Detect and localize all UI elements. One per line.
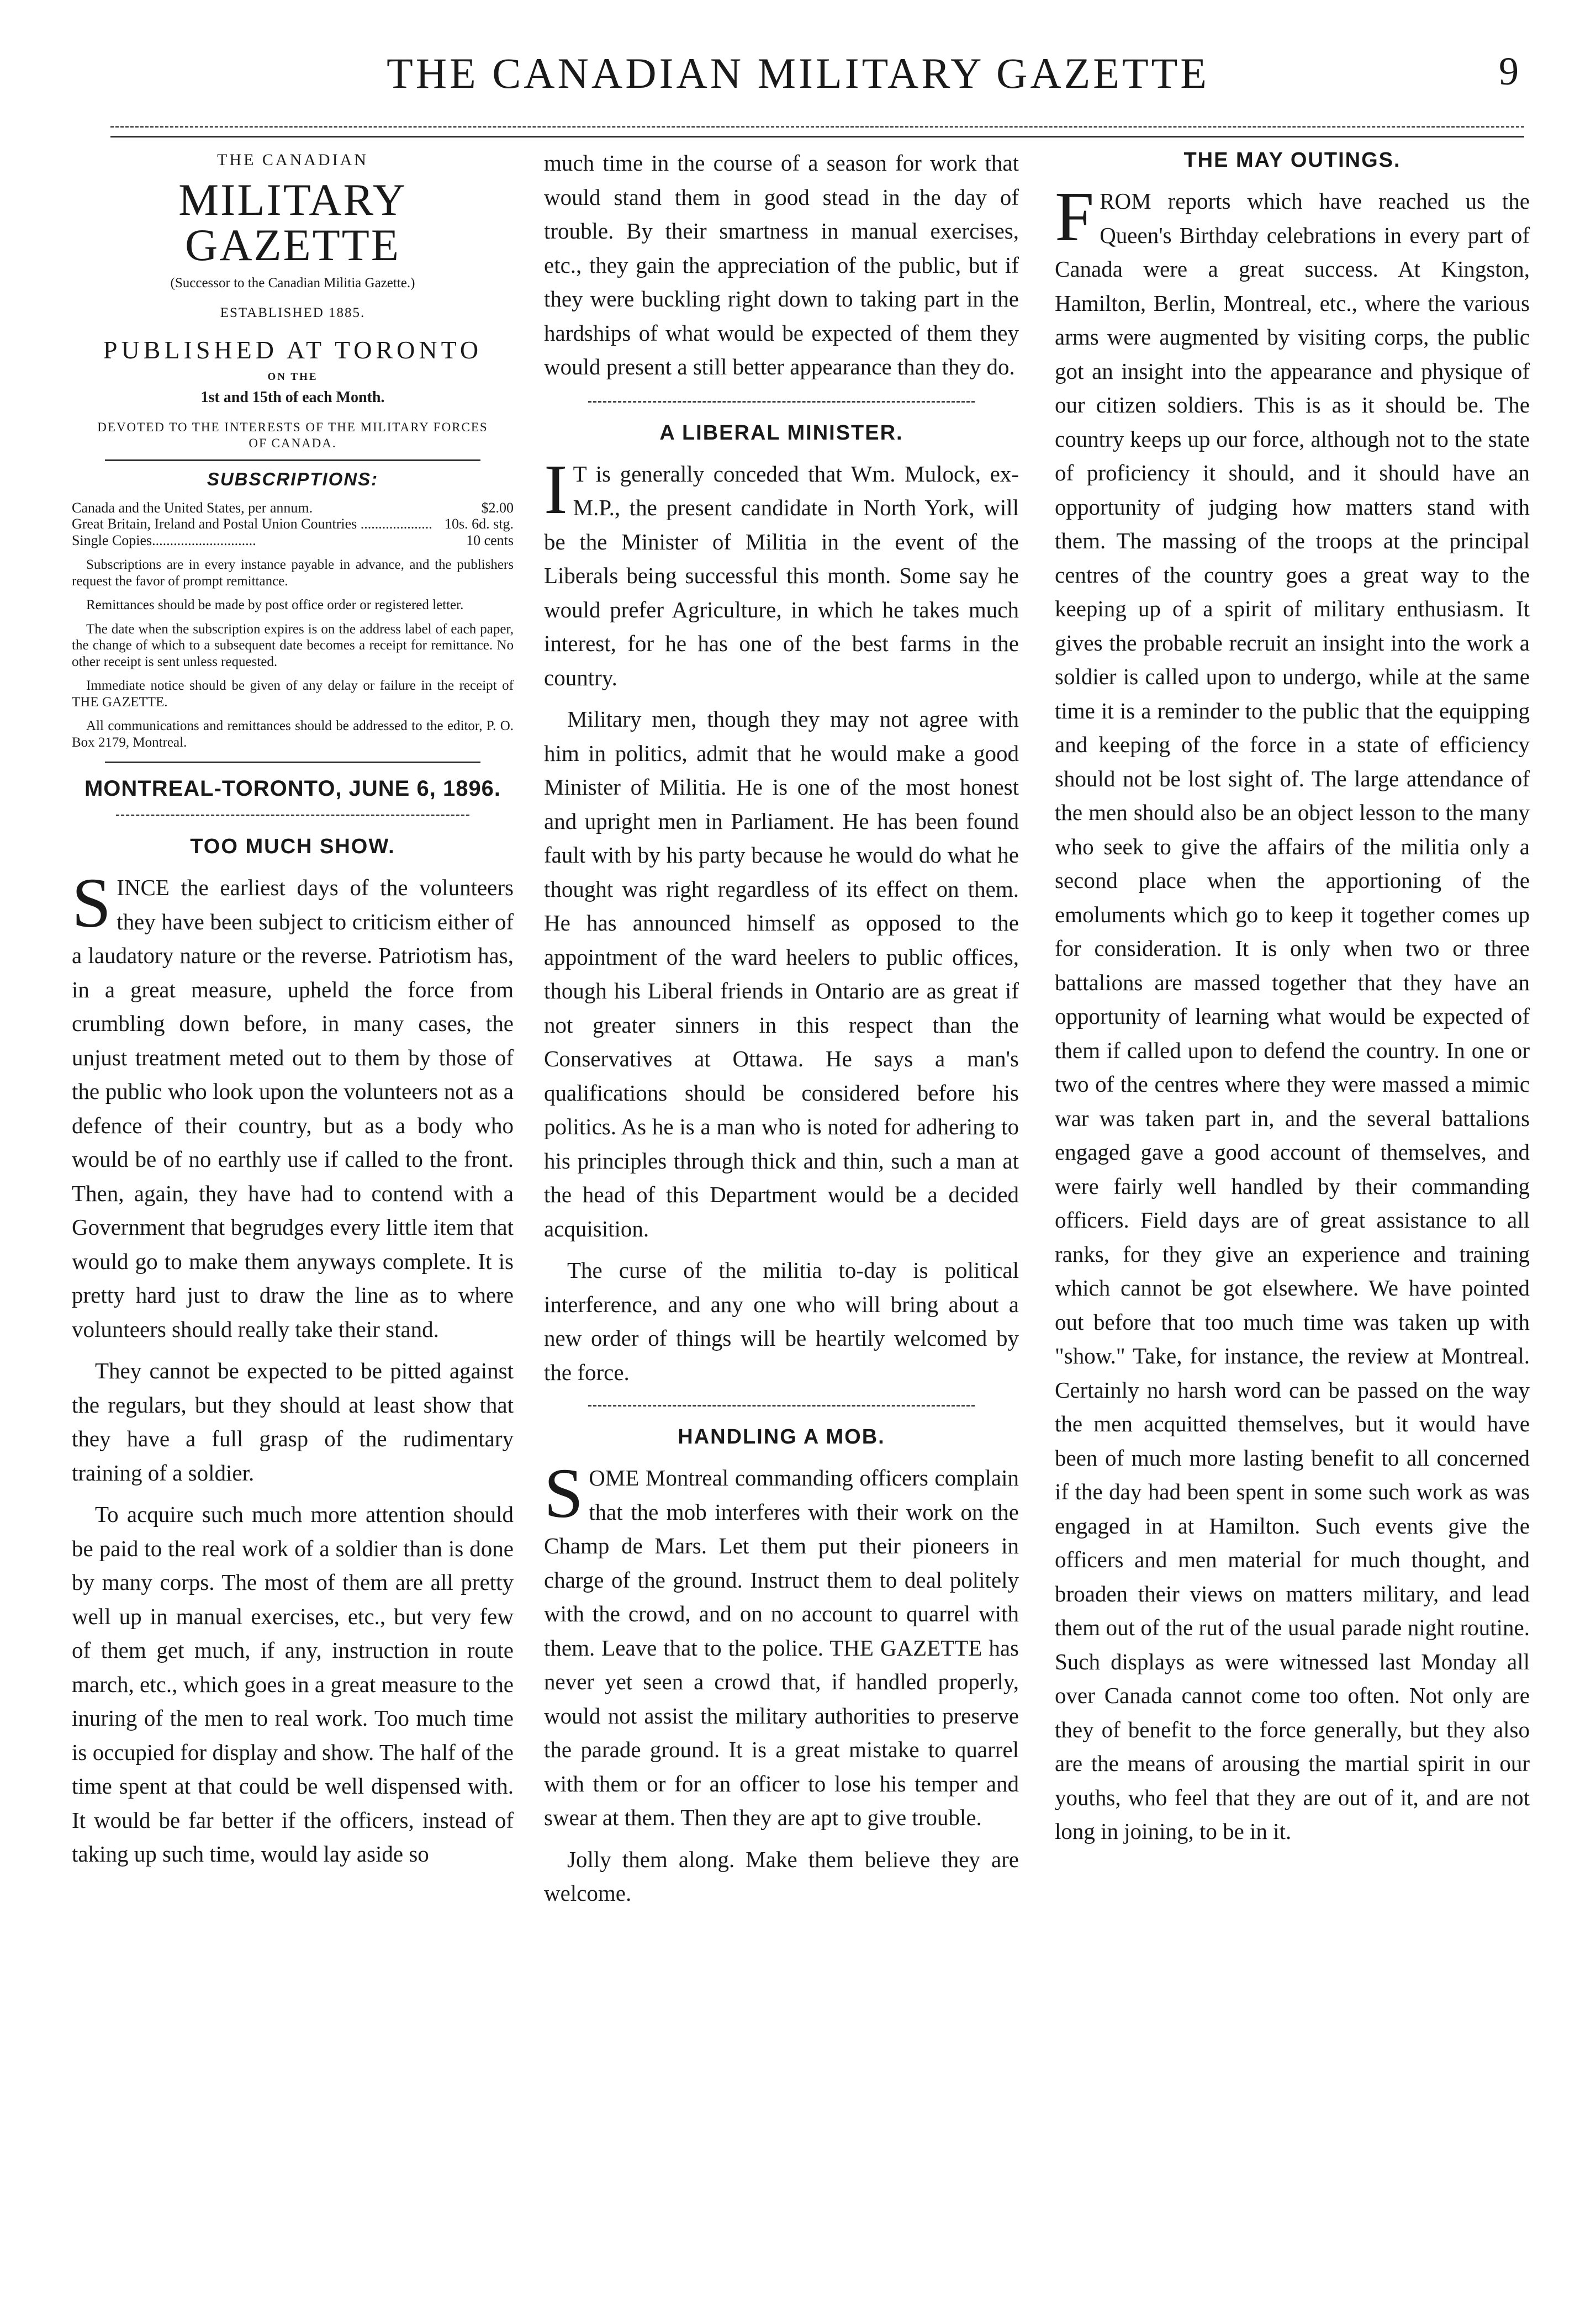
divider-dashed — [588, 1405, 975, 1407]
article-liberal-minister — [544, 421, 1019, 1390]
rate-row — [72, 532, 514, 549]
article-paragraph: Military men, though they may not agree with him in politics, admit that he would make a good Minister of Militia. He is one of the most honest and upright men in Parliament. He has been found fault with by his party because he would do what he thought was right regardless of its effect on them. He has announced himself as opposed to the appointment of the ward heelers to public offices, though his Liberal friends in Ontario are as great if not greater sinners in this respect than the Conservatives at Ottawa. He says a man's qualifications should be considered before his politics. As he is a man who is noted for adhering to his principles through thick and thin, such a man at the head of this Department would be a decided acquisition. — [544, 706, 1019, 1241]
subscription-note: All communications and remittances should be addressed to the editor, P. O. Box 2179, Montreal. — [72, 718, 514, 750]
article-paragraph — [544, 1454, 1019, 1835]
running-head — [0, 49, 1596, 109]
subscription-note: The date when the subscription expires is on the address label of each paper, the change of which to a subsequent date becomes a receipt for remittance. No other receipt is sent unless requested. — [72, 621, 514, 669]
paragraph-text: INCE the earliest days of the volunteers they have been subject to criticism either of a laudatory nature or the reverse. Patriotism has, in a great measure, upheld the force from crumbling down before, in many cases, the unjust treatment meted out to them by those of the public who look upon the volunteers not as a defence of their country, but as a body who would be of no earthly use if called to the front. Then, again, they have had to contend with a Government that begrudges every little item that would go to make them anyways complete. It is pretty hard just to draw the line as to where volunteers should really take their stand. — [72, 875, 514, 1342]
subscription-note: Subscriptions are in every instance payable in advance, and the publishers request the favor of prompt remittance. — [72, 557, 514, 589]
rate-row — [72, 500, 514, 516]
article-paragraph — [72, 864, 514, 1346]
masthead-devoted: DEVOTED TO THE INTERESTS OF THE MILITARY FORCES OF CANADA. — [97, 420, 488, 450]
masthead-published: PUBLISHED AT TORONTO — [103, 336, 483, 364]
article-paragraph: To acquire such much more attention should be paid to the real work of a soldier than is done by many corps. The most of them are all pretty well up in manual exercises, etc., but very few of them get much, if any, instruction in route march, etc., which goes in a great measure to the inuring of the men to real work. Too much time is occupied for display and show. The half of the time spent at that could be well dispensed with. It would be far better if the officers, instead of taking up such time, would lay aside so — [72, 1502, 514, 1867]
subscriptions — [72, 469, 514, 751]
paragraph-text: OME Montreal commanding officers complain that the mob interferes with their work on the Champ de Mars. Let them put their pioneers in charge of the ground. Instruct them to deal politely with the crowd, and on no account to quarrel with them. Leave that to the police. THE GAZETTE has never yet seen a crowd that, if handled properly, would not assist the military authorities to preserve the parade ground. It is a great mistake to quarrel with them or for an officer to lose his temper and swear at them. Then they are apt to give trouble. — [544, 1465, 1019, 1830]
subscription-note: Immediate notice should be given of any delay or failure in the receipt of THE GAZETTE. — [72, 678, 514, 710]
rate-row — [72, 516, 514, 532]
rate-price: 10 cents — [466, 532, 514, 549]
drop-cap: I — [544, 450, 568, 528]
article-handling-a-mob — [544, 1425, 1019, 1911]
drop-cap: F — [1055, 177, 1095, 256]
article-heading: TOO MUCH SHOW. — [190, 835, 395, 859]
running-head-title: THE CANADIAN MILITARY GAZETTE — [387, 49, 1209, 97]
drop-cap: S — [544, 1454, 584, 1532]
article-paragraph — [544, 450, 1019, 695]
article-heading: THE MAY OUTINGS. — [1183, 149, 1401, 172]
rate-price: $2.00 — [481, 499, 514, 516]
divider-dashed — [116, 815, 469, 816]
masthead-dates: 1st and 15th of each Month. — [200, 389, 385, 406]
subscriptions-heading: SUBSCRIPTIONS: — [207, 468, 379, 489]
rate-label: Single Copies............................. — [72, 532, 256, 549]
divider-dashed — [588, 401, 975, 403]
masthead-on-the: ON THE — [267, 371, 318, 383]
article-paragraph — [1055, 177, 1530, 1849]
header-rule-dashed — [110, 126, 1524, 128]
article-heading: HANDLING A MOB. — [678, 1425, 885, 1448]
drop-cap: S — [72, 864, 112, 943]
article-heading: A LIBERAL MINISTER. — [659, 421, 903, 445]
header-rule — [110, 136, 1524, 138]
masthead-successor: (Successor to the Canadian Militia Gazette.) — [170, 276, 415, 290]
masthead — [72, 151, 514, 452]
column-2 — [544, 146, 1019, 1918]
article-may-outings — [1055, 149, 1530, 1849]
rate-list — [72, 500, 514, 549]
column-3 — [1055, 146, 1530, 1857]
article-too-much-show — [72, 835, 514, 1872]
column-1 — [72, 146, 514, 1879]
masthead-title: MILITARY GAZETTE — [178, 175, 407, 270]
article-paragraph: Jolly them along. Make them believe they are welcome. — [544, 1846, 1019, 1906]
divider — [105, 459, 480, 461]
dateline: MONTREAL-TORONTO, JUNE 6, 1896. — [84, 776, 501, 801]
divider — [105, 762, 480, 763]
page-number: 9 — [1499, 49, 1519, 93]
article-paragraph: They cannot be expected to be pitted against the regulars, but they should at least show that they have a full grasp of the rudimentary training of a soldier. — [72, 1358, 514, 1485]
article-continuation: much time in the course of a season for work that would stand them in good stead in the day of trouble. By their smartness in manual exercises, etc., they gain the appreciation of the public, but if they were buckling right down to taking part in the hardships of what would be expected of them they would present a still better appearance than they do. — [544, 150, 1019, 379]
masthead-established: ESTABLISHED 1885. — [220, 305, 366, 320]
masthead-the-canadian: THE CANADIAN — [217, 151, 368, 169]
rate-price: 10s. 6d. stg. — [445, 516, 514, 532]
article-paragraph: The curse of the militia to-day is political interference, and any one who will bring about a new order of things will be heartily welcomed by the force. — [544, 1257, 1019, 1385]
rate-label: Great Britain, Ireland and Postal Union Countries .................... — [72, 516, 432, 532]
paragraph-text: ROM reports which have reached us the Queen's Birthday celebrations in every part of Canada were a great success. At Kingston, Hamilton, Berlin, Montreal, etc., where the various arms were augmented by visiting corps, the public got an insight into the appearance and physique of our citizen soldiers. This is as it should be. The country keeps up our force, although not to the state of proficiency it should, and it should have an opportunity of judging how matters stand with them. The massing of the troops at the principal centres of the country goes a great way to the keeping up of a spirit of military enthusiasm. It gives the probable recruit an insight into the work a soldier is called upon to undergo, while at the same time it is a reminder to the public that the equipping and keeping of the force in a state of efficiency should not be lost sight of. The large attendance of the men should also be an object lesson to the many who seek to give the affairs of the militia only a second place when the apportioning of the emoluments which go to keep it together comes up for consideration. It is only when two or three battalions are massed together that they have an opportunity of learning what would be expected of them if called upon to defend the country. In one or two of the centres where they were massed a mimic war was taken part in, and the several battalions engaged gave a good account of themselves, and were fairly well handled by their commanding officers. Field days are of great assistance to all ranks, for they give an experience and training which cannot be got elsewhere. We have pointed out before that too much time was taken up with "show." Take, for instance, the review at Montreal. Certainly no harsh word can be passed on the way the men acquitted themselves, but it would have been of much more lasting benefit to all concerned if the day had been spent in some such work as was engaged in at Hamilton. Such events give the officers and men material for much thought, and broaden their views on matters military, and lead them out of the rut of the usual parade night routine. Such displays as were witnessed last Monday all over Canada cannot come too often. Not only are they of benefit to the force generally, but they also are the means of arousing the martial spirit in our youths, who feel that they are out of it, and are not long in joining, to be in it. — [1055, 188, 1530, 1844]
paragraph-text: T is generally conceded that Wm. Mulock, ex-M.P., the present candidate in North York, will be the Minister of Militia in the event of the Liberals being successful this month. Some say he would prefer Agriculture, in which he takes much interest, for he has one of the best farms in the country. — [544, 461, 1019, 690]
subscription-note: Remittances should be made by post office order or registered letter. — [86, 598, 464, 613]
rate-label: Canada and the United States, per annum. — [72, 499, 313, 516]
